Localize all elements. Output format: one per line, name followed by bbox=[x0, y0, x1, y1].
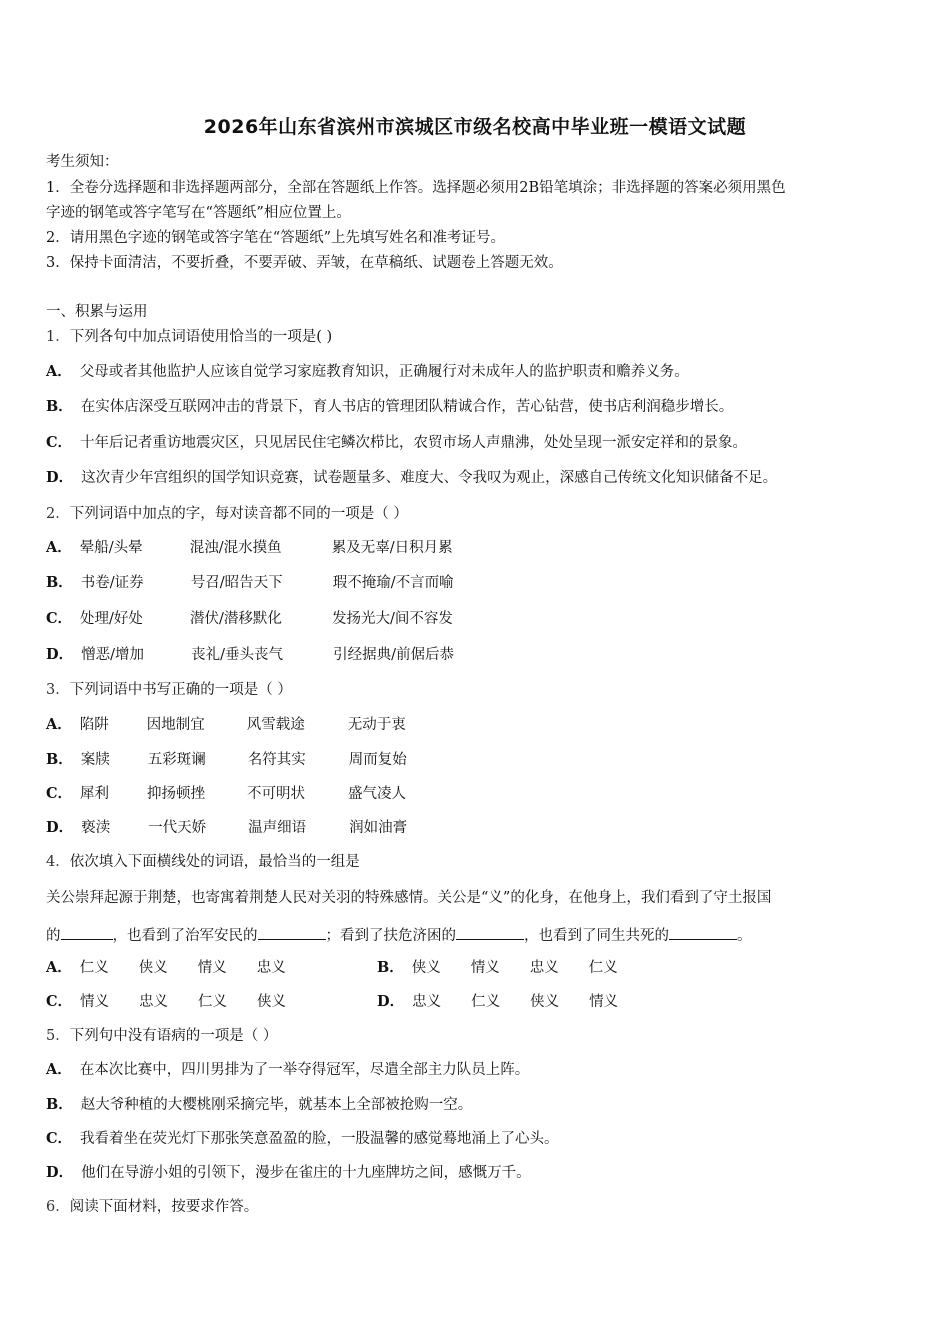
fill-blank-3 bbox=[456, 925, 524, 940]
q4-option-c bbox=[46, 992, 377, 1012]
option-label: D． bbox=[46, 469, 74, 486]
option-label: B． bbox=[46, 398, 73, 415]
option-word: 侠义 bbox=[257, 994, 287, 1010]
q4-option-b bbox=[377, 958, 618, 978]
option-word: 润如油膏 bbox=[349, 820, 408, 836]
q3-option-d bbox=[46, 818, 407, 838]
option-word: 书卷/证券 bbox=[80, 575, 144, 591]
passage-text: 。 bbox=[737, 928, 752, 944]
option-word: 忠义 bbox=[412, 994, 442, 1010]
option-word: 无动于衷 bbox=[347, 717, 406, 733]
option-text: 在本次比赛中，四川男排为了一举夺得冠军，尽遣全部主力队员上阵。 bbox=[79, 1062, 530, 1078]
option-word: 因地制宜 bbox=[146, 717, 205, 733]
q3-option-b bbox=[46, 750, 407, 770]
q2-number: 2． bbox=[46, 506, 70, 522]
option-word: 侠义 bbox=[138, 960, 168, 976]
option-word: 丧礼/垂头丧气 bbox=[191, 647, 283, 663]
option-label: C． bbox=[46, 434, 73, 451]
option-word: 混浊/混水摸鱼 bbox=[189, 540, 282, 556]
option-word: 情义 bbox=[589, 994, 619, 1010]
option-word: 陷阱 bbox=[79, 717, 109, 733]
q6-number: 6． bbox=[46, 1199, 70, 1215]
q1-stem-line bbox=[46, 327, 332, 347]
q3-number: 3． bbox=[46, 682, 70, 698]
option-word: 五彩斑谰 bbox=[147, 752, 206, 768]
option-text: 在实体店深受互联网冲击的背景下，育人书店的管理团队精诚合作，苦心钻营，使书店利润稳步增长。 bbox=[80, 399, 734, 415]
option-label: B． bbox=[46, 751, 73, 768]
option-text: 赵大爷种植的大樱桃刚采摘完毕，就基本上全部被抢购一空。 bbox=[80, 1097, 473, 1113]
q5-stem: 下列句中没有语病的一项是（ ） bbox=[69, 1028, 278, 1044]
option-label: C． bbox=[46, 1130, 73, 1147]
option-word: 发扬光大/间不容发 bbox=[332, 611, 453, 627]
fill-blank-4 bbox=[669, 925, 737, 940]
option-label: C． bbox=[46, 785, 73, 802]
option-word: 引经据典/前倨后恭 bbox=[333, 647, 454, 663]
q2-stem: 下列词语中加点的字，每对读音都不同的一项是（ ） bbox=[69, 506, 408, 522]
passage-text: ，也看到了同生共死的 bbox=[524, 928, 669, 944]
option-text: 我看着坐在荧光灯下那张笑意盈盈的脸，一股温馨的感觉蓦地涌上了心头。 bbox=[80, 1131, 559, 1147]
option-text: 十年后记者重访地震灾区，只见居民住宅鳞次栉比，农贸市场人声鼎沸，处处呈现一派安定祥和的景象。 bbox=[80, 435, 748, 451]
q5-option-d bbox=[46, 1163, 531, 1183]
option-text: 他们在导游小姐的引领下，漫步在雀庄的十九座牌坊之间，感慨万千。 bbox=[81, 1165, 531, 1181]
q3-stem-line bbox=[46, 680, 292, 700]
option-word: 忠义 bbox=[139, 994, 169, 1010]
passage-text: 的 bbox=[46, 928, 61, 944]
option-label: B． bbox=[46, 574, 73, 591]
option-label: D． bbox=[46, 819, 74, 836]
q5-option-c bbox=[46, 1129, 559, 1149]
q4-passage-line-2 bbox=[46, 925, 752, 946]
option-word: 亵渎 bbox=[81, 820, 111, 836]
q2-option-b bbox=[46, 573, 454, 593]
q4-stem: 依次填入下面横线处的词语，最恰当的一组是 bbox=[69, 854, 360, 870]
option-word: 仁义 bbox=[588, 960, 618, 976]
q5-option-b bbox=[46, 1095, 472, 1115]
q5-stem-line bbox=[46, 1026, 277, 1046]
fill-blank-2 bbox=[258, 925, 326, 940]
option-word: 盛气凌人 bbox=[348, 786, 407, 802]
passage-text: ，也看到了治军安民的 bbox=[112, 928, 258, 944]
notice-item-2: 2．请用黑色字迹的钢笔或答字笔在“答题纸”上先填写姓名和准考证号。 bbox=[46, 230, 506, 246]
option-label: A． bbox=[46, 539, 72, 556]
q2-stem-line bbox=[46, 504, 408, 524]
passage-text: ；看到了扶危济困的 bbox=[325, 928, 456, 944]
option-label: A． bbox=[46, 716, 72, 733]
q2-option-d bbox=[46, 645, 454, 665]
option-word: 风雪载途 bbox=[246, 717, 305, 733]
q3-option-a bbox=[46, 715, 406, 735]
option-word: 犀利 bbox=[80, 786, 110, 802]
option-word: 名符其实 bbox=[247, 752, 306, 768]
option-word: 一代天娇 bbox=[148, 820, 207, 836]
q4-passage-line-1: 关公崇拜起源于荆楚，也寄寓着荆楚人民对关羽的特殊感情。关公是“义”的化身，在他身上，我们看到了守土报国 bbox=[46, 890, 772, 906]
page-title: 2026年山东省滨州市滨城区市级名校高中毕业班一模语文试题 bbox=[203, 116, 747, 138]
q6-stem: 阅读下面材料，按要求作答。 bbox=[69, 1199, 259, 1215]
option-label: B． bbox=[46, 1096, 73, 1113]
option-label: C． bbox=[46, 610, 73, 627]
option-word: 累及无辜/日积月累 bbox=[331, 540, 453, 556]
notice-item-1a: 1．全卷分选择题和非选择题两部分，全部在答题纸上作答。选择题必须用2B铅笔填涂；非选择题的答案必须用黑色 bbox=[46, 180, 786, 196]
q1-option-c bbox=[46, 433, 747, 453]
option-word: 晕船/头晕 bbox=[79, 540, 143, 556]
notice-item-1b: 字迹的钢笔或答字笔写在“答题纸”相应位置上。 bbox=[46, 205, 351, 221]
q4-options-row-1 bbox=[46, 958, 618, 978]
option-word: 情义 bbox=[80, 994, 110, 1010]
section-heading: 一、积累与运用 bbox=[46, 304, 148, 320]
notice-item-3: 3．保持卡面清洁，不要折叠，不要弄破、弄皱，在草稿纸、试题卷上答题无效。 bbox=[46, 255, 563, 271]
option-word: 周而复始 bbox=[348, 752, 407, 768]
option-word: 情义 bbox=[197, 960, 227, 976]
option-word: 潜伏/潜移默化 bbox=[190, 611, 282, 627]
option-word: 憎恶/增加 bbox=[81, 647, 144, 663]
option-word: 号召/昭告天下 bbox=[190, 575, 283, 591]
q4-option-a bbox=[46, 958, 377, 978]
q2-option-a bbox=[46, 538, 453, 558]
option-label: A． bbox=[46, 363, 72, 380]
option-text: 父母或者其他监护人应该自觉学习家庭教育知识，正确履行对未成年人的监护职责和赡养义务。 bbox=[79, 364, 689, 380]
option-word: 温声细语 bbox=[248, 820, 307, 836]
option-text: 这次青少年宫组织的国学知识竞赛，试卷题量多、难度大、令我叹为观止，深感自己传统文化知识储备不足。 bbox=[81, 470, 778, 486]
q1-option-d bbox=[46, 468, 777, 488]
q1-stem: 下列各句中加点词语使用恰当的一项是( ) bbox=[69, 329, 333, 345]
q4-options-row-2 bbox=[46, 992, 618, 1012]
option-label: D． bbox=[377, 993, 405, 1010]
option-word: 案牍 bbox=[80, 752, 110, 768]
q4-option-d bbox=[377, 992, 618, 1012]
option-word: 瑕不掩瑜/不言而喻 bbox=[332, 575, 454, 591]
option-label: D． bbox=[46, 646, 74, 663]
option-label: C． bbox=[46, 993, 73, 1010]
option-label: D． bbox=[46, 1164, 74, 1181]
option-label: A． bbox=[46, 1061, 72, 1078]
option-word: 处理/好处 bbox=[80, 611, 143, 627]
option-label: A． bbox=[46, 959, 72, 976]
option-label: B． bbox=[377, 959, 404, 976]
q4-stem-line bbox=[46, 852, 360, 872]
option-word: 侠义 bbox=[530, 994, 560, 1010]
q3-option-c bbox=[46, 784, 406, 804]
option-word: 抑扬顿挫 bbox=[147, 786, 206, 802]
q2-option-c bbox=[46, 609, 453, 629]
q5-number: 5． bbox=[46, 1028, 70, 1044]
q6-stem-line bbox=[46, 1197, 258, 1217]
option-word: 忠义 bbox=[256, 960, 286, 976]
q1-option-a bbox=[46, 362, 689, 382]
fill-blank-1 bbox=[61, 925, 113, 940]
q1-number: 1． bbox=[46, 329, 70, 345]
option-word: 忠义 bbox=[529, 960, 559, 976]
option-word: 侠义 bbox=[411, 960, 441, 976]
option-word: 情义 bbox=[470, 960, 500, 976]
q4-number: 4． bbox=[46, 854, 70, 870]
q5-option-a bbox=[46, 1060, 529, 1080]
q1-option-b bbox=[46, 397, 733, 417]
option-word: 仁义 bbox=[471, 994, 501, 1010]
option-word: 仁义 bbox=[198, 994, 228, 1010]
option-word: 不可明状 bbox=[247, 786, 306, 802]
notice-heading: 考生须知： bbox=[46, 154, 119, 170]
option-word: 仁义 bbox=[79, 960, 109, 976]
q3-stem: 下列词语中书写正确的一项是（ ） bbox=[69, 682, 292, 698]
